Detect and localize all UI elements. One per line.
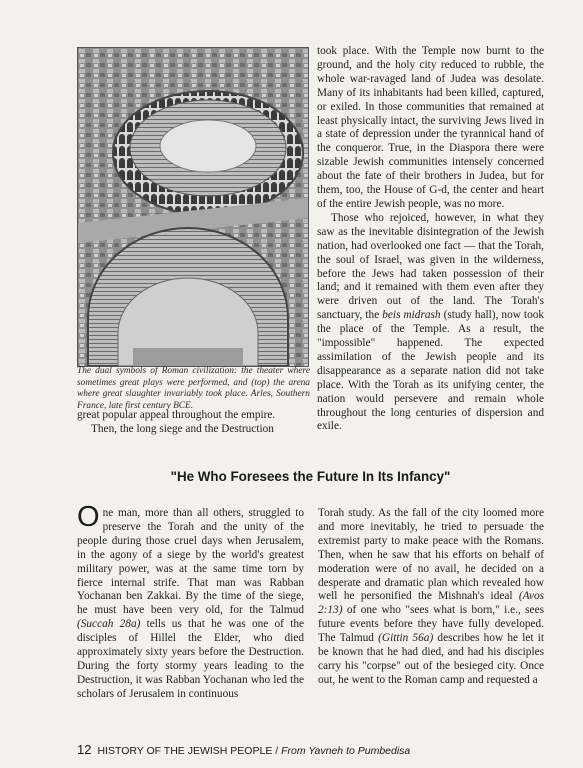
left-column-tail bbox=[77, 409, 310, 437]
section-heading: "He Who Foresees the Future In Its Infancy" bbox=[170, 469, 451, 484]
text-run: of one who "sees what is born," i.e., sees future events before they have fully developed. The Talmud bbox=[318, 604, 544, 645]
photo-caption: The dual symbols of Roman civilization: the theater where sometimes great plays were performed, and (top) the arena where great slaughter invariably took place. Arles, Southern France, late first century BCE. bbox=[77, 366, 310, 411]
italic-term: beis midrash bbox=[382, 309, 441, 322]
book-title: HISTORY OF THE JEWISH PEOPLE bbox=[97, 745, 273, 757]
paragraph bbox=[317, 212, 544, 435]
citation: (Avos 2:13) bbox=[318, 590, 544, 617]
book-subtitle: From Yavneh to Pumbedisa bbox=[281, 745, 411, 757]
paragraph bbox=[77, 501, 304, 702]
footer-separator: / bbox=[272, 745, 282, 757]
text-run: ne man, more than all others, struggled to preserve the Torah and the unity of the people during those cruel days when Jerusalem, in the agony of a siege by the world's greatest military power, was at the same time torn by fierce internal strife. That man was Rabban Yochanan ben Zakkai. By the time of the siege, he must have been very old, for the Talmud bbox=[77, 507, 304, 617]
paragraph: took place. With the Temple now burnt to the ground, and the holy city reduced to rubble, the whole war-ravaged land of Judea was desolate. Many of its inhabitants had been killed, captured, or exiled. In those communities that remained at least physically intact, the surviving Jews lived in a state of depression under the tyrannical hand of the conqueror. True, in the Diaspora there were sizable Jewish communities intensely concerned about the fate of their brothers in Judea, but for them, too, the House of G-d, the center and heart of the entire Jewish people, was no more. bbox=[317, 45, 544, 210]
text-run: Torah study. As the fall of the city loomed more and more inevitably, he tried to persuade the extremist party to make peace with the Romans. Then, when he saw that his efforts on behalf of moderation were of no avail, he decided on a desperate and dramatic plan which revealed how well he personified the Mishnah's ideal bbox=[318, 507, 544, 603]
text-run: describes how he let it be known that he had died, and had his disciples carry his "corpse" out of the besieged city. Once out, he went to the Roman camp and requested a bbox=[318, 632, 545, 686]
bottom-right-column bbox=[318, 507, 544, 688]
arena-theater-photo bbox=[77, 47, 309, 367]
text-run: Those who rejoiced, however, in what they saw as the inevitable disintegration of the Jewish nation, had overlooked one fact — that the Torah, the soul of Israel, was given in the wilderness, before the Jews had taken possession of their land; and it remained with them even after they were driven out of the land. The Torah's sanctuary, the bbox=[317, 211, 544, 322]
text-run: tells us that he was one of the disciples of Hillel the Elder, who died approximately sixty years before the Destruction. During the forty stormy years leading to the Destruction, it was Rabban Yochanan who led the scholars of Jerusalem in continuous bbox=[77, 618, 304, 700]
page-number: 12 bbox=[77, 742, 92, 757]
page-footer bbox=[77, 742, 547, 757]
citation: (Gittin 56a) bbox=[378, 632, 434, 645]
citation: (Succah 28a) bbox=[77, 618, 141, 631]
paragraph-end: great popular appeal throughout the empire. bbox=[77, 409, 276, 421]
paragraph bbox=[318, 507, 544, 688]
drop-cap: O bbox=[77, 501, 100, 533]
bottom-left-column bbox=[77, 501, 304, 702]
right-column-text bbox=[317, 45, 544, 434]
text-run: (study hall), now took the place of the Temple. As a result, the "impossible" happened. The expected assimilation of the Jewish people and its disappearance as a separate nation did not take place. With the Torah as its unifying center, the nation would persevere and remain whole throughout the long centuries of dispersion and exile. bbox=[317, 309, 545, 433]
aerial-photo-illustration bbox=[78, 48, 308, 366]
paragraph: Then, the long siege and the Destruction bbox=[91, 422, 274, 435]
